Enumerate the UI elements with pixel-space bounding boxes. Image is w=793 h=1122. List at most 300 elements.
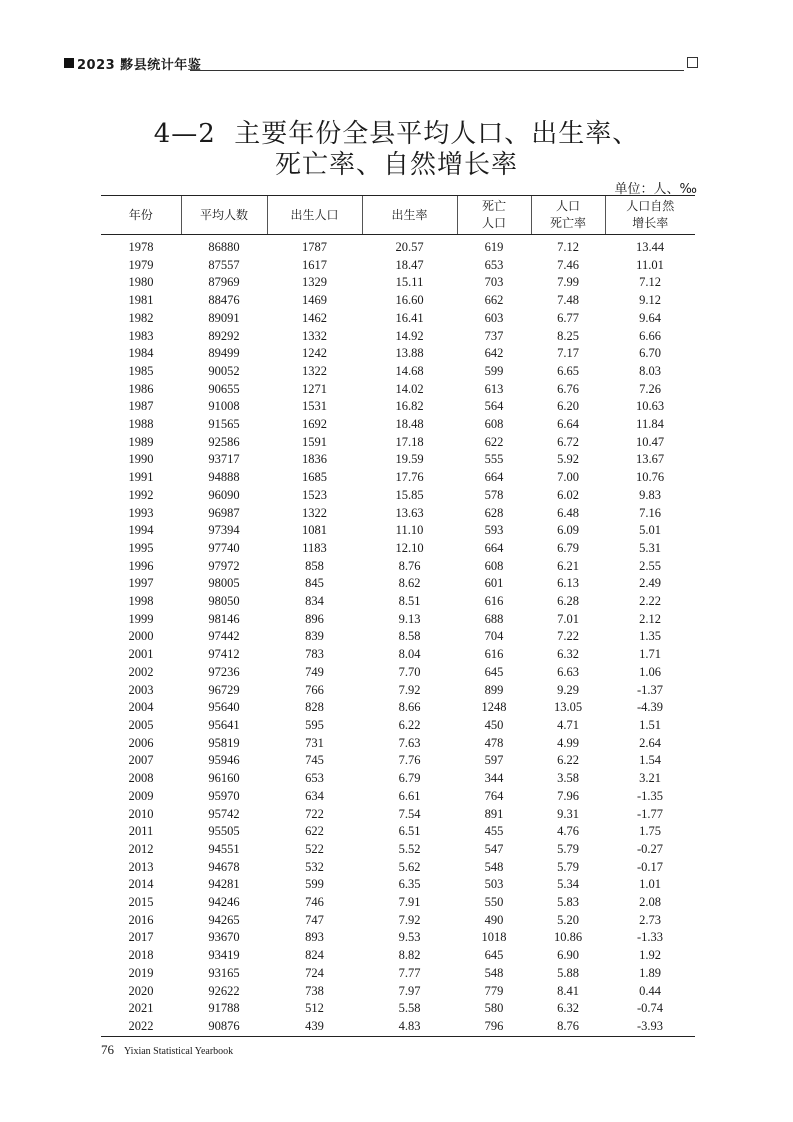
col-deaths-cell: 737 xyxy=(484,328,504,343)
col-births-cell: 747 xyxy=(305,912,324,927)
col-births-cell: 893 xyxy=(305,930,324,945)
col-births-cell: 834 xyxy=(305,594,324,609)
col-deaths-cell: 490 xyxy=(484,912,504,927)
col-avg-population-cell: 90655 xyxy=(208,381,240,396)
col-avg-population-cell: 90876 xyxy=(181,1018,267,1036)
col-avg-population-cell: 97972 xyxy=(208,558,240,573)
col-year-cell: 2021 xyxy=(128,1001,154,1016)
col-death-rate-cell: 8.41 xyxy=(557,983,579,998)
table-row xyxy=(101,628,695,646)
col-death-rate-cell: 8.76 xyxy=(531,1018,605,1036)
col-birth-rate-cell: 16.60 xyxy=(395,293,424,308)
col-natural-growth-rate-cell: -0.27 xyxy=(636,841,664,856)
col-births-cell: 512 xyxy=(305,1001,324,1016)
col-death-rate-cell: 4.71 xyxy=(557,717,579,732)
col-avg-population-cell: 93419 xyxy=(208,948,240,963)
col-birth-rate-cell: 5.52 xyxy=(398,841,421,856)
table-row xyxy=(101,965,695,983)
col-death-rate-cell: 6.32 xyxy=(557,1001,579,1016)
col-death-rate-cell: 6.77 xyxy=(557,310,579,325)
col-death-rate-cell: 4.76 xyxy=(557,824,579,839)
col-birth-rate-cell: 7.70 xyxy=(398,664,421,679)
col-avg-population-cell: 94678 xyxy=(208,859,240,874)
col-avg-population-cell: 90052 xyxy=(208,363,240,378)
col-natural-growth-rate-cell: 1.89 xyxy=(639,965,661,980)
col-death-rate-cell: 6.64 xyxy=(557,417,579,432)
table-row xyxy=(101,770,695,788)
col-year-cell: 1980 xyxy=(128,275,154,290)
table-row xyxy=(101,505,695,523)
col-birth-rate-cell: 8.66 xyxy=(398,700,421,715)
col-death-rate-cell: 7.17 xyxy=(557,346,579,361)
col-natural-growth-rate-cell: 2.73 xyxy=(639,912,661,927)
col-birth-rate-cell: 17.18 xyxy=(395,434,424,449)
col-death-rate-cell: 5.83 xyxy=(557,895,579,910)
table-row xyxy=(101,876,695,894)
col-births-cell: 724 xyxy=(305,965,324,980)
col-death-rate-cell: 6.48 xyxy=(557,505,579,520)
col-natural-growth-rate-cell: 13.67 xyxy=(635,452,665,467)
col-avg-population-cell: 88476 xyxy=(208,293,240,308)
col-deaths-cell: 548 xyxy=(484,859,504,874)
col-avg-population-cell: 93165 xyxy=(208,965,240,980)
col-natural-growth-rate-cell: 6.70 xyxy=(639,346,661,361)
table-row xyxy=(101,983,695,1001)
col-births-cell: 522 xyxy=(305,841,324,856)
col-birth-rate-cell: 7.54 xyxy=(398,806,421,821)
col-year-cell: 1979 xyxy=(128,257,154,272)
col-birth-rate-cell: 13.88 xyxy=(395,346,424,361)
col-death-rate-cell: 7.22 xyxy=(557,629,579,644)
table-row xyxy=(101,646,695,664)
col-death-rate-cell: 6.63 xyxy=(557,664,579,679)
table-row xyxy=(101,806,695,824)
col-year-cell: 1999 xyxy=(128,611,154,626)
col-natural-growth-rate-cell: -4.39 xyxy=(636,700,664,715)
col-birth-rate-cell: 8.82 xyxy=(398,948,421,963)
col-year-cell: 2002 xyxy=(128,664,154,679)
col-avg-population-cell: 96729 xyxy=(208,682,240,697)
col-birth-rate-cell: 6.51 xyxy=(398,824,421,839)
col-avg-population-cell: 94551 xyxy=(208,841,240,856)
col-births-cell: 1685 xyxy=(302,470,327,485)
running-header xyxy=(64,54,698,74)
col-natural-growth-rate-cell: -0.74 xyxy=(636,1001,664,1016)
col-death-rate-cell: 6.20 xyxy=(557,399,579,414)
col-avg-population-cell: 91565 xyxy=(208,417,240,432)
table-row xyxy=(101,558,695,576)
col-birth-rate-cell: 11.10 xyxy=(395,523,424,538)
table-row xyxy=(101,257,695,275)
col-death-rate-cell: 5.79 xyxy=(557,859,579,874)
col-natural-growth-rate-cell: 9.64 xyxy=(639,310,661,325)
col-death-rate-header: 人口 死亡率 xyxy=(531,196,605,235)
col-deaths-cell: 455 xyxy=(484,824,504,839)
table-row xyxy=(101,345,695,363)
col-avg-population-cell: 95742 xyxy=(208,806,240,821)
col-avg-population-cell: 98005 xyxy=(208,576,240,591)
col-births-cell: 745 xyxy=(305,753,324,768)
col-natural-growth-rate-cell: 10.76 xyxy=(635,470,665,485)
col-deaths-cell: 608 xyxy=(484,417,504,432)
col-deaths-cell: 578 xyxy=(484,487,504,502)
col-deaths-cell: 645 xyxy=(484,664,504,679)
col-deaths-cell: 664 xyxy=(484,470,504,485)
col-year-cell: 2017 xyxy=(128,930,154,945)
col-death-rate-cell: 6.13 xyxy=(557,576,579,591)
col-natural-growth-rate-cell: 13.44 xyxy=(635,240,665,254)
col-death-rate-cell: 7.99 xyxy=(557,275,579,290)
col-natural-growth-rate-cell: 2.49 xyxy=(639,576,661,591)
col-deaths-cell: 608 xyxy=(484,558,504,573)
col-birth-rate-cell: 8.76 xyxy=(398,558,421,573)
table-row xyxy=(101,664,695,682)
col-avg-population-cell: 97740 xyxy=(208,540,240,555)
table-row xyxy=(101,1000,695,1018)
col-birth-rate-cell: 8.51 xyxy=(398,594,421,609)
col-natural-growth-rate-cell: 2.08 xyxy=(639,895,661,910)
table-row xyxy=(101,235,695,257)
col-death-rate-cell: 6.28 xyxy=(557,594,579,609)
col-natural-growth-rate-cell: -1.37 xyxy=(636,682,664,697)
col-births-cell: 1322 xyxy=(302,363,327,378)
col-avg-population-cell: 97394 xyxy=(208,523,240,538)
col-birth-rate-cell: 14.92 xyxy=(395,328,424,343)
col-births-cell: 439 xyxy=(267,1018,362,1036)
col-death-rate-cell: 6.90 xyxy=(557,948,579,963)
col-birth-rate-cell: 13.63 xyxy=(395,505,424,520)
table-row xyxy=(101,682,695,700)
table-body xyxy=(101,235,695,1037)
col-natural-growth-rate-cell: -3.93 xyxy=(605,1018,695,1036)
col-year-cell: 1989 xyxy=(128,434,154,449)
col-year-cell: 1997 xyxy=(128,576,154,591)
table-row xyxy=(101,1018,695,1036)
col-births-cell: 1787 xyxy=(302,240,327,254)
col-natural-growth-rate-cell: 1.06 xyxy=(639,664,661,679)
col-year-cell: 1990 xyxy=(128,452,154,467)
col-birth-rate-cell: 5.62 xyxy=(398,859,421,874)
col-natural-growth-rate-cell: -1.35 xyxy=(636,788,664,803)
col-natural-growth-rate-cell: 11.01 xyxy=(636,257,664,272)
col-year-cell: 1981 xyxy=(128,293,154,308)
col-birth-rate-cell: 16.41 xyxy=(395,310,424,325)
col-deaths-cell: 779 xyxy=(484,983,504,998)
col-year-cell: 2001 xyxy=(128,647,154,662)
col-year-cell: 1994 xyxy=(128,523,154,538)
col-year-cell: 1978 xyxy=(128,240,154,254)
col-natural-growth-rate-cell: 10.47 xyxy=(635,434,665,449)
col-natural-growth-rate-cell: 7.26 xyxy=(639,381,661,396)
table-row xyxy=(101,752,695,770)
table-row xyxy=(101,841,695,859)
col-birth-rate-cell: 8.62 xyxy=(398,576,421,591)
col-deaths-cell: 662 xyxy=(484,293,504,308)
col-year-cell: 2008 xyxy=(128,771,154,786)
table-row xyxy=(101,912,695,930)
col-birth-rate-cell: 15.11 xyxy=(395,275,424,290)
col-death-rate-cell: 6.76 xyxy=(557,381,579,396)
col-year-cell: 2006 xyxy=(128,735,154,750)
col-deaths-cell: 664 xyxy=(484,540,504,555)
table-row xyxy=(101,929,695,947)
col-birth-rate-cell: 9.53 xyxy=(398,930,421,945)
col-natural-growth-rate-cell: -0.17 xyxy=(636,859,664,874)
col-year-cell: 1983 xyxy=(128,328,154,343)
col-death-rate-cell: 7.12 xyxy=(557,240,579,254)
col-natural-growth-rate-cell: 5.31 xyxy=(639,540,661,555)
col-births-header: 出生人口 xyxy=(267,196,362,235)
col-avg-population-cell: 95640 xyxy=(208,700,240,715)
col-death-rate-cell: 8.25 xyxy=(557,328,579,343)
col-death-rate-cell: 9.31 xyxy=(557,806,579,821)
table-row xyxy=(101,434,695,452)
col-avg-population-cell: 95970 xyxy=(208,788,240,803)
col-year-cell: 2020 xyxy=(128,983,154,998)
page-footer xyxy=(101,1041,233,1059)
square-outline-icon xyxy=(687,57,698,68)
col-births-cell: 1523 xyxy=(302,487,327,502)
table-row xyxy=(101,469,695,487)
col-year-cell: 1987 xyxy=(128,399,154,414)
col-birth-rate-cell: 18.48 xyxy=(395,417,424,432)
table-row xyxy=(101,416,695,434)
col-natural-growth-rate-cell: -1.33 xyxy=(636,930,664,945)
col-year-cell: 1982 xyxy=(128,310,154,325)
col-year-header: 年份 xyxy=(101,196,181,235)
col-deaths-cell: 703 xyxy=(484,275,504,290)
col-avg-population-cell: 89292 xyxy=(208,328,240,343)
table-row xyxy=(101,735,695,753)
table-row xyxy=(101,699,695,717)
col-year-cell: 2014 xyxy=(128,877,154,892)
col-deaths-cell: 619 xyxy=(484,240,504,254)
table-row xyxy=(101,398,695,416)
table-row xyxy=(101,611,695,629)
col-avg-population-cell: 94246 xyxy=(208,895,240,910)
col-avg-population-cell: 93670 xyxy=(208,930,240,945)
col-natural-growth-rate-cell: 1.51 xyxy=(639,717,661,732)
col-natural-growth-rate-cell: 2.22 xyxy=(639,594,661,609)
table-row xyxy=(101,894,695,912)
col-death-rate-cell: 6.02 xyxy=(557,487,579,502)
col-deaths-cell: 597 xyxy=(484,753,504,768)
col-avg-population-cell: 95505 xyxy=(208,824,240,839)
col-birth-rate-cell: 12.10 xyxy=(395,540,424,555)
col-deaths-cell: 796 xyxy=(457,1018,531,1036)
col-births-cell: 896 xyxy=(305,611,324,626)
col-death-rate-cell: 6.09 xyxy=(557,523,579,538)
col-births-cell: 1531 xyxy=(302,399,327,414)
col-natural-growth-rate-cell: 7.12 xyxy=(639,275,661,290)
col-births-cell: 839 xyxy=(305,629,324,644)
col-death-rate-cell: 6.32 xyxy=(557,647,579,662)
header-rule xyxy=(190,70,684,71)
col-natural-growth-rate-cell: 1.92 xyxy=(639,948,661,963)
col-death-rate-cell: 4.99 xyxy=(557,735,579,750)
col-births-cell: 1271 xyxy=(302,381,327,396)
page-title-line2: 死亡率、自然增长率 xyxy=(274,150,518,180)
col-birth-rate-cell: 14.02 xyxy=(395,381,424,396)
col-year-cell: 1995 xyxy=(128,540,154,555)
col-birth-rate-cell: 17.76 xyxy=(395,470,424,485)
col-year-cell: 1998 xyxy=(128,594,154,609)
col-year-cell: 2012 xyxy=(128,841,154,856)
col-deaths-cell: 450 xyxy=(484,717,504,732)
col-deaths-cell: 899 xyxy=(484,682,504,697)
col-births-cell: 653 xyxy=(305,771,324,786)
col-birth-rate-cell: 6.79 xyxy=(398,771,421,786)
col-deaths-cell: 764 xyxy=(484,788,504,803)
col-birth-rate-cell: 6.35 xyxy=(398,877,421,892)
col-births-cell: 1242 xyxy=(302,346,327,361)
col-year-cell: 2015 xyxy=(128,895,154,910)
col-death-rate-cell: 5.20 xyxy=(557,912,579,927)
col-year-cell: 2019 xyxy=(128,965,154,980)
table-row xyxy=(101,381,695,399)
col-year-cell: 1996 xyxy=(128,558,154,573)
col-avg-population-cell: 96160 xyxy=(208,771,240,786)
col-birth-rate-cell: 8.58 xyxy=(398,629,421,644)
table-row xyxy=(101,487,695,505)
col-birth-rate-cell: 14.68 xyxy=(395,363,424,378)
col-birth-rate-header: 出生率 xyxy=(362,196,457,235)
col-birth-rate-cell: 7.77 xyxy=(398,965,421,980)
page-number: 76 xyxy=(101,1042,114,1057)
col-birth-rate-cell: 8.04 xyxy=(398,647,421,662)
col-avg-population-cell: 89499 xyxy=(208,346,240,361)
col-avg-population-cell: 97412 xyxy=(208,647,240,662)
col-death-rate-cell: 9.29 xyxy=(557,682,579,697)
col-births-cell: 766 xyxy=(305,682,324,697)
col-natural-growth-rate-cell: 9.83 xyxy=(639,487,661,502)
col-death-rate-cell: 5.79 xyxy=(557,841,579,856)
col-births-cell: 1469 xyxy=(302,293,327,308)
col-death-rate-cell: 3.58 xyxy=(557,771,579,786)
col-year-cell: 1985 xyxy=(128,363,154,378)
table-row xyxy=(101,310,695,328)
col-avg-population-cell: 92622 xyxy=(208,983,240,998)
col-year-cell: 1986 xyxy=(128,381,154,396)
table-row xyxy=(101,451,695,469)
table-row xyxy=(101,328,695,346)
table-row xyxy=(101,292,695,310)
col-deaths-cell: 548 xyxy=(484,965,504,980)
col-avg-population-cell: 95641 xyxy=(208,717,240,732)
col-births-cell: 622 xyxy=(305,824,324,839)
col-births-cell: 824 xyxy=(305,948,324,963)
col-year-cell: 2010 xyxy=(128,806,154,821)
col-avg-population-cell: 97442 xyxy=(208,629,240,644)
table-row xyxy=(101,593,695,611)
col-deaths-cell: 616 xyxy=(484,594,504,609)
col-births-cell: 1081 xyxy=(302,523,327,538)
col-deaths-cell: 653 xyxy=(484,257,504,272)
col-death-rate-cell: 7.46 xyxy=(557,257,579,272)
table-row xyxy=(101,859,695,877)
col-avg-population-cell: 87969 xyxy=(208,275,240,290)
col-year-cell: 1984 xyxy=(128,346,154,361)
col-births-cell: 1322 xyxy=(302,505,327,520)
col-deaths-cell: 547 xyxy=(484,841,504,856)
col-births-cell: 1692 xyxy=(302,417,327,432)
col-birth-rate-cell: 7.97 xyxy=(398,983,421,998)
col-year-cell: 2004 xyxy=(128,700,154,715)
col-births-cell: 731 xyxy=(305,735,324,750)
col-natural-growth-rate-cell: 6.66 xyxy=(639,328,661,343)
col-death-rate-cell: 6.65 xyxy=(557,363,579,378)
table-row xyxy=(101,788,695,806)
col-death-rate-cell: 5.88 xyxy=(557,965,579,980)
col-death-rate-cell: 7.00 xyxy=(557,470,579,485)
col-deaths-cell: 344 xyxy=(484,771,504,786)
col-births-cell: 783 xyxy=(305,647,324,662)
col-avg-population-cell: 86880 xyxy=(208,240,240,254)
col-birth-rate-cell: 16.82 xyxy=(395,399,424,414)
col-births-cell: 858 xyxy=(305,558,324,573)
col-death-rate-cell: 5.92 xyxy=(557,452,579,467)
col-year-cell: 2011 xyxy=(128,824,154,839)
col-natural-growth-rate-cell: 8.03 xyxy=(639,363,661,378)
col-avg-population-cell: 87557 xyxy=(208,257,240,272)
col-births-cell: 1332 xyxy=(302,328,327,343)
col-natural-growth-rate-cell: 1.54 xyxy=(639,753,661,768)
col-avg-population-cell: 92586 xyxy=(208,434,240,449)
col-births-cell: 749 xyxy=(305,664,324,679)
col-birth-rate-cell: 7.92 xyxy=(398,912,421,927)
table-row xyxy=(101,540,695,558)
col-natural-growth-rate-cell: 2.12 xyxy=(639,611,661,626)
col-deaths-cell: 555 xyxy=(484,452,504,467)
col-avg-population-header: 平均人数 xyxy=(181,196,267,235)
col-year-cell: 1988 xyxy=(128,417,154,432)
col-avg-population-cell: 98050 xyxy=(208,594,240,609)
table-row xyxy=(101,575,695,593)
col-death-rate-cell: 6.21 xyxy=(557,558,579,573)
col-avg-population-cell: 95946 xyxy=(208,753,240,768)
col-year-cell: 2013 xyxy=(128,859,154,874)
col-natural-growth-rate-header: 人口自然 增长率 xyxy=(605,196,695,235)
col-death-rate-cell: 13.05 xyxy=(553,700,583,715)
col-death-rate-cell: 7.01 xyxy=(557,611,579,626)
col-births-cell: 845 xyxy=(305,576,324,591)
col-year-cell: 1993 xyxy=(128,505,154,520)
col-birth-rate-cell: 20.57 xyxy=(395,240,424,254)
col-death-rate-cell: 7.48 xyxy=(557,293,579,308)
col-death-rate-cell: 7.96 xyxy=(557,788,579,803)
col-natural-growth-rate-cell: 1.75 xyxy=(639,824,661,839)
col-natural-growth-rate-cell: 2.64 xyxy=(639,735,661,750)
col-birth-rate-cell: 4.83 xyxy=(362,1018,457,1036)
col-avg-population-cell: 94888 xyxy=(208,470,240,485)
col-natural-growth-rate-cell: 0.44 xyxy=(639,983,661,998)
square-bullet-icon xyxy=(64,58,74,68)
col-death-rate-cell: 5.34 xyxy=(557,877,579,892)
col-year-cell: 2016 xyxy=(128,912,154,927)
col-year-cell: 2018 xyxy=(128,948,154,963)
col-deaths-cell: 613 xyxy=(484,381,504,396)
col-deaths-cell: 601 xyxy=(484,576,504,591)
table-header-row xyxy=(101,196,695,235)
col-avg-population-cell: 89091 xyxy=(208,310,240,325)
col-deaths-cell: 550 xyxy=(484,895,504,910)
col-deaths-header: 死亡 人口 xyxy=(457,196,531,235)
col-deaths-cell: 704 xyxy=(484,629,504,644)
col-births-cell: 595 xyxy=(305,717,324,732)
col-birth-rate-cell: 18.47 xyxy=(395,257,424,272)
col-birth-rate-cell: 19.59 xyxy=(395,452,424,467)
col-births-cell: 634 xyxy=(305,788,324,803)
